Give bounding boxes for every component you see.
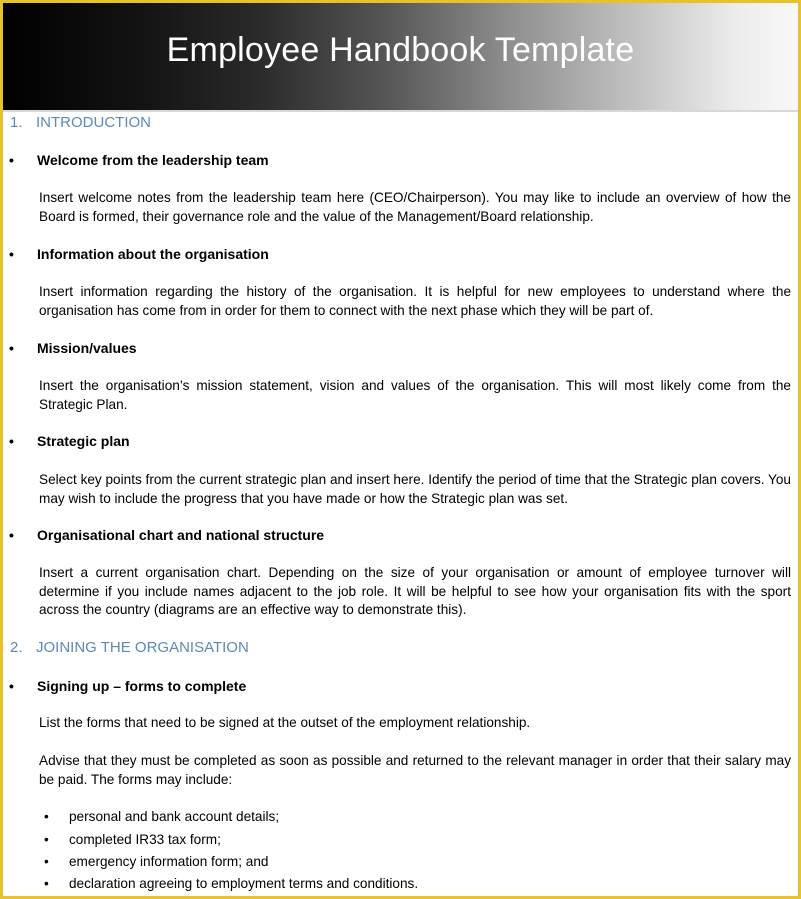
paragraph-organisation-info: Insert information regarding the history of the organisation. It is helpful for new employees to understand where the organisation has come from in order for them to connect with the next phase which they will be part of.	[39, 284, 791, 318]
subheading-label: Strategic plan	[37, 433, 130, 449]
paragraph-forms-list-intro: List the forms that need to be signed at the outset of the employment relationship.	[39, 715, 531, 730]
bullet-marker: •	[9, 678, 14, 694]
list-item	[44, 876, 744, 894]
subheading-label: Mission/values	[37, 340, 137, 356]
list-item-label: emergency information form; and	[69, 854, 269, 869]
subheading-mission-values	[9, 340, 769, 358]
bullet-marker: •	[44, 832, 49, 847]
list-item	[44, 854, 744, 872]
page-title: Employee Handbook Template	[166, 31, 635, 69]
list-item-label: completed IR33 tax form;	[69, 832, 221, 847]
subheading-organisational-chart	[9, 527, 769, 545]
paragraph-mission-values: Insert the organisation’s mission statement, vision and values of the organisation. This will most likely come from the Strategic Plan.	[39, 378, 791, 412]
header-banner	[3, 3, 798, 112]
bullet-marker: •	[44, 876, 49, 891]
paragraph-welcome: Insert welcome notes from the leadership team here (CEO/Chairperson). You may like to include an overview of how the Board is formed, their governance role and the value of the Management/Board relationship.	[39, 190, 791, 224]
section-number: 2.	[10, 639, 23, 656]
bullet-marker: •	[44, 854, 49, 869]
paragraph-strategic-plan: Select key points from the current strategic plan and insert here. Identify the period of time that the Strategic plan covers. You may wish to include the progress that you have made or how the Strategic plan was set.	[39, 472, 791, 506]
subheading-strategic-plan	[9, 433, 769, 451]
subheading-label: Signing up – forms to complete	[37, 678, 247, 694]
bullet-marker: •	[9, 433, 14, 449]
section-number: 1.	[10, 114, 23, 131]
subheading-welcome	[9, 152, 769, 170]
list-item-label: declaration agreeing to employment terms and conditions.	[69, 876, 419, 891]
subheading-signing-up	[9, 678, 769, 696]
bullet-marker: •	[9, 527, 14, 543]
paragraph-forms-advice: Advise that they must be completed as soon as possible and returned to the relevant manager in order that their salary may be paid. The forms may include:	[39, 753, 791, 787]
paragraph-organisational-chart: Insert a current organisation chart. Depending on the size of your organisation or amount of employee turnover will determine if you include names adjacent to the job role. It will be helpful to see how your organisation fits with the sport across the country (diagrams are an effective way to demonstrate this).	[39, 565, 791, 618]
bullet-marker: •	[9, 340, 14, 356]
bullet-marker: •	[9, 152, 14, 168]
section-heading-introduction	[10, 114, 151, 131]
subheading-label: Welcome from the leadership team	[37, 152, 269, 168]
list-item	[44, 832, 744, 850]
section-heading-joining	[10, 639, 249, 656]
list-item-label: personal and bank account details;	[69, 809, 280, 824]
subheading-organisation-info	[9, 246, 769, 264]
section-title: INTRODUCTION	[36, 114, 151, 131]
bullet-marker: •	[9, 246, 14, 262]
subheading-label: Information about the organisation	[37, 246, 269, 262]
list-item	[44, 809, 744, 827]
bullet-marker: •	[44, 809, 49, 824]
subheading-label: Organisational chart and national structure	[37, 527, 325, 543]
section-title: JOINING THE ORGANISATION	[36, 639, 249, 656]
